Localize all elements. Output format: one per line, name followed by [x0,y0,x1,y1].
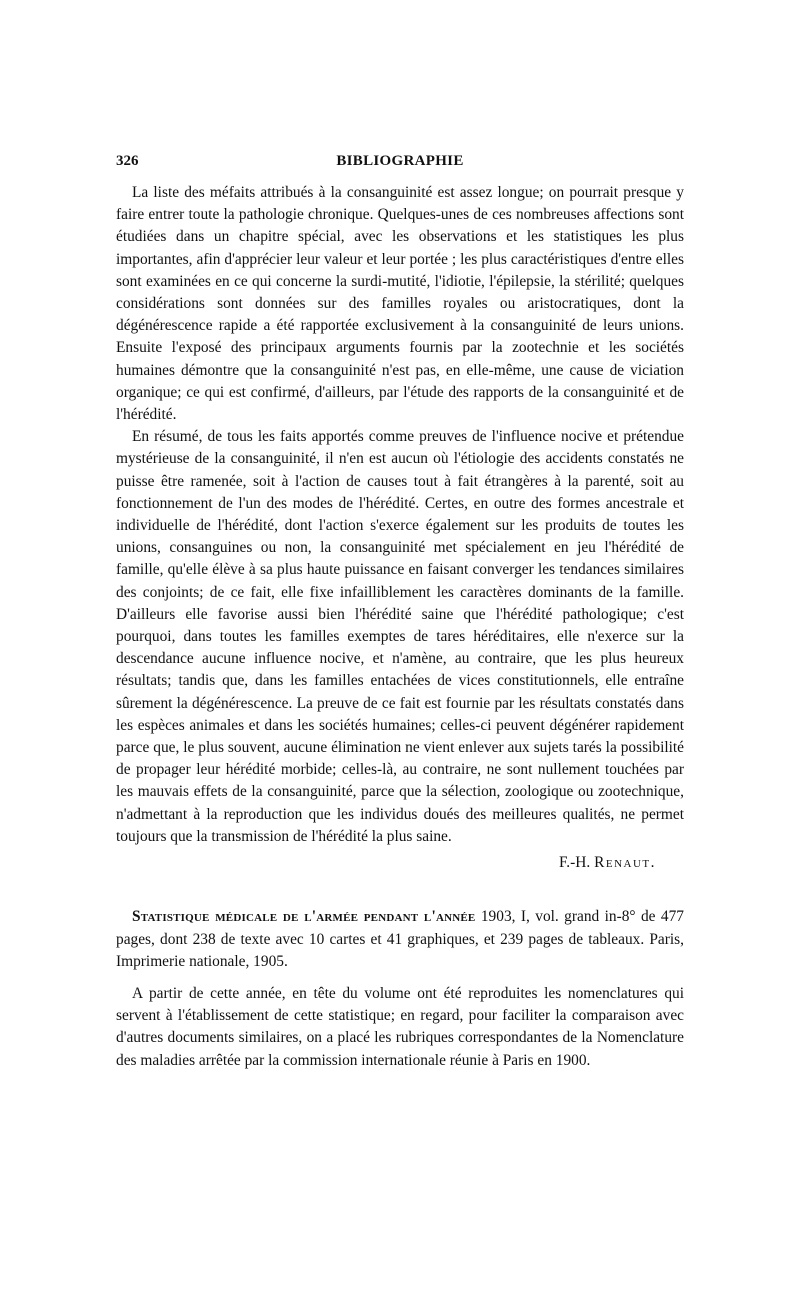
signature-initials: F.-H. [558,854,591,872]
review-body [116,182,684,874]
bibliographic-entry [116,906,684,973]
next-review [116,906,684,1071]
review-signature [116,852,684,874]
entry-heading: Statistique médicale de l'armée pendant l'année [132,908,476,926]
signature-name: Renaut. [594,854,656,872]
entry-paragraph: A partir de cette année, en tête du volume ont été reproduites les nomenclatures qui servent à l'établissement de cette statistique; en regard, pour faciliter la comparaison avec d'autres documents similaires, on a placé les rubriques correspondantes de la Nomenclature des maladies arrêtée par la commission internationale réunie à Paris en 1900. [116,984,684,1069]
entry-citation: 1903, I, vol. grand in-8° de 477 pages, dont 238 de texte avec 10 cartes et 41 graphiques, et 239 pages de tableaux. Paris, Imprimerie nationale, 1905. [116,908,684,970]
running-title: BIBLIOGRAPHIE [336,153,464,169]
running-header [116,150,684,176]
review-paragraph-1: La liste des méfaits attribués à la consanguinité est assez longue; on pourrait presque y faire entrer toute la pathologie chronique. Quelques-unes de ces nombreuses affections sont étudiées dans un chapitre spécial, avec les observations et les statistiques les plus importantes, afin d'apprécier leur valeur et leur portée ; les plus caractéristiques d'entre elles sont examinées en ce qui concerne la surdi-mutité, l'idiotie, l'épilepsie, la stérilité; quelques considérations sont données sur des familles royales ou aristocratiques, dont la dégénérescence rapide a été rapportée exclusivement à la consanguinité de leurs unions. Ensuite l'exposé des principaux arguments fournis par la zootechnie et les sociétés humaines démontre que la consanguinité n'est pas, en elle-même, une cause de viciation organique; ce qui est confirmé, d'ailleurs, par l'étude des rapports de la consanguinité et de l'hérédité. [116,184,684,424]
review-paragraph-2: En résumé, de tous les faits apportés comme preuves de l'influence nocive et prétendue mystérieuse de la consanguinité, il n'en est aucun où l'étiologie des accidents constatés ne puisse être ramenée, soit à l'action de causes tout à fait étrangères à la parenté, soit au fonctionnement de l'un des modes de l'hérédité. Certes, en outre des formes ancestrale et individuelle de l'hérédité, dont l'action s'exerce également sur les produits de toutes les unions, consanguines ou non, la consanguinité met spécialement en jeu l'hérédité de famille, qu'elle élève à sa plus haute puissance en faisant converger les tendances similaires des conjoints; de ce fait, elle fixe infailliblement les caractères dominants de la famille. D'ailleurs elle favorise aussi bien l'hérédité saine que l'hérédité pathologique; c'est pourquoi, dans toutes les familles exemptes de tares héréditaires, elle n'exerce sur la descendance aucune influence nocive, et n'amène, au contraire, que les plus heureux résultats; tandis que, dans les familles entachées de vices constitutionnels, elle entraîne sûrement la dégénérescence. La preuve de ce fait est fournie par les résultats constatés dans les espèces animales et dans les sociétés humaines; celles-ci peuvent dégénérer rapidement parce que, le plus souvent, aucune élimination ne vient enlever aux sujets tarés la possibilité de propager leur hérédité morbide; celles-là, au contraire, ne sont nullement touchées par les mauvais effets de la consanguinité, parce que la sélection, zoologique ou zootechnique, n'admettant à la reproduction que les individus doués des meilleures qualités, ne permet toujours que la transmission de l'hérédité la plus saine. [116,428,684,845]
page-number: 326 [116,153,139,169]
book-page [116,150,684,1072]
